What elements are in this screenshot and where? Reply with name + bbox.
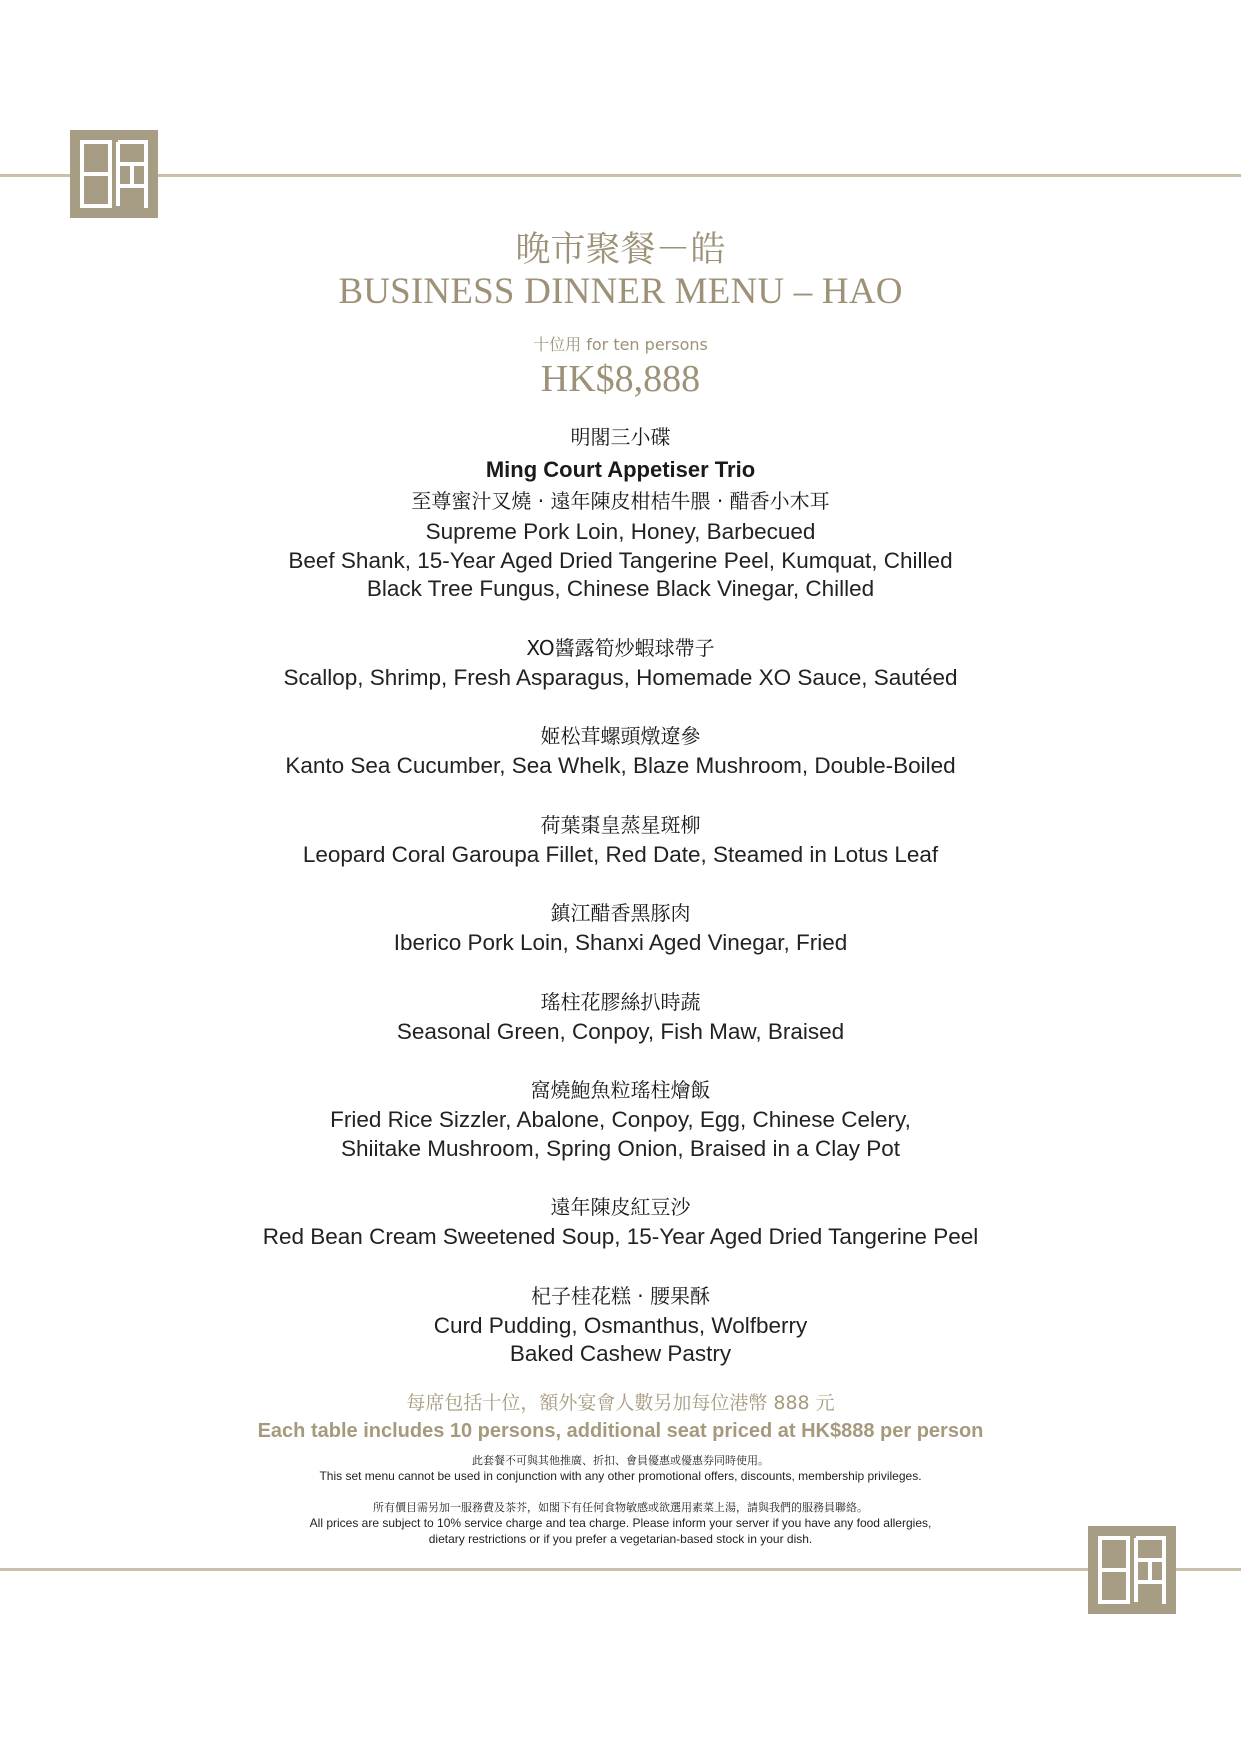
course-item — [0, 721, 1241, 781]
ming-logo-top — [70, 130, 158, 218]
course-name-chinese: 明閣三小碟 — [570, 425, 671, 449]
course-description: Iberico Pork Loin, Shanxi Aged Vinegar, Fried — [393, 930, 848, 955]
course-name-chinese: 遠年陳皮紅豆沙 — [550, 1195, 691, 1219]
course-description: Shiitake Mushroom, Spring Onion, Braised in a Clay Pot — [340, 1135, 901, 1161]
course-name-chinese: 鎮江醋香黑豚肉 — [550, 901, 691, 925]
promotion-disclaimer-chinese: 此套餐不可與其他推廣、折扣、會員優惠或優惠券同時使用。 — [472, 1454, 769, 1467]
course-description: Supreme Pork Loin, Honey, Barbecued — [425, 519, 816, 544]
course-description: Red Bean Cream Sweetened Soup, 15-Year Aged Dried Tangerine Peel — [262, 1224, 979, 1249]
menu-title-english: BUSINESS DINNER MENU – HAO — [338, 271, 903, 312]
course-name-chinese: 杞子桂花糕 · 腰果酥 — [530, 1283, 711, 1308]
course-list — [0, 422, 1241, 1369]
course-item — [0, 810, 1241, 870]
course-item — [0, 422, 1241, 604]
course-item — [0, 1192, 1241, 1252]
extra-seat-note-english: Each table includes 10 persons, additional seat priced at HK$888 per person — [257, 1420, 984, 1442]
top-divider-line — [0, 174, 1241, 177]
service-charge-disclaimer — [0, 1500, 1241, 1547]
course-description: Baked Cashew Pastry — [509, 1341, 732, 1366]
serving-size: 十位用 for ten persons — [533, 335, 708, 354]
course-name-chinese: XO醬露筍炒蝦球帶子 — [526, 635, 715, 660]
course-description: Scallop, Shrimp, Fresh Asparagus, Homemade XO Sauce, Sautéed — [283, 664, 958, 690]
menu-price: HK$8,888 — [540, 358, 701, 400]
course-item — [0, 898, 1241, 958]
course-item — [0, 1075, 1241, 1163]
course-item — [0, 987, 1241, 1047]
course-name-chinese: 瑤柱花膠絲扒時蔬 — [540, 989, 701, 1014]
service-charge-english-line-1: All prices are subject to 10% service charge and tea charge. Please inform your server if you have any food allergies, — [309, 1516, 932, 1530]
service-charge-english-line-2: dietary restrictions or if you prefer a vegetarian-based stock in your dish. — [428, 1532, 813, 1546]
promotion-disclaimer — [0, 1453, 1241, 1484]
course-subtitle-chinese: 至尊蜜汁叉燒 · 遠年陳皮柑桔牛腲 · 醋香小木耳 — [411, 489, 830, 513]
course-description: Kanto Sea Cucumber, Sea Whelk, Blaze Mushroom, Double-Boiled — [285, 753, 956, 778]
course-description: Fried Rice Sizzler, Abalone, Conpoy, Egg, Chinese Celery, — [330, 1107, 911, 1132]
course-name-chinese: 姬松茸螺頭燉遼參 — [540, 724, 701, 748]
extra-seat-note-chinese: 每席包括十位，額外宴會人數另加每位港幣 888 元 — [406, 1392, 835, 1414]
course-description: Curd Pudding, Osmanthus, Wolfberry — [433, 1312, 808, 1338]
promotion-disclaimer-english: This set menu cannot be used in conjunction with any other promotional offers, discounts, membership privileges. — [319, 1469, 922, 1483]
course-name-english: Ming Court Appetiser Trio — [485, 457, 756, 482]
menu-title-chinese: 晚市聚餐－皓 — [515, 230, 726, 270]
course-description: Beef Shank, 15-Year Aged Dried Tangerine Peel, Kumquat, Chilled — [288, 547, 953, 573]
bottom-divider-line — [0, 1568, 1241, 1571]
course-description: Black Tree Fungus, Chinese Black Vinegar, Chilled — [366, 576, 875, 601]
service-charge-chinese: 所有價目需另加一服務費及茶芥，如閣下有任何食物敏感或欲選用素菜上湯，請與我們的服務員聯絡。 — [373, 1501, 868, 1514]
course-description: Leopard Coral Garoupa Fillet, Red Date, Steamed in Lotus Leaf — [302, 841, 939, 867]
course-name-chinese: 窩燒鮑魚粒瑤柱燴飯 — [530, 1078, 711, 1102]
course-description: Seasonal Green, Conpoy, Fish Maw, Braised — [396, 1018, 845, 1044]
course-name-chinese: 荷葉棗皇蒸星斑柳 — [540, 812, 701, 837]
course-item — [0, 633, 1241, 693]
course-item — [0, 1281, 1241, 1369]
